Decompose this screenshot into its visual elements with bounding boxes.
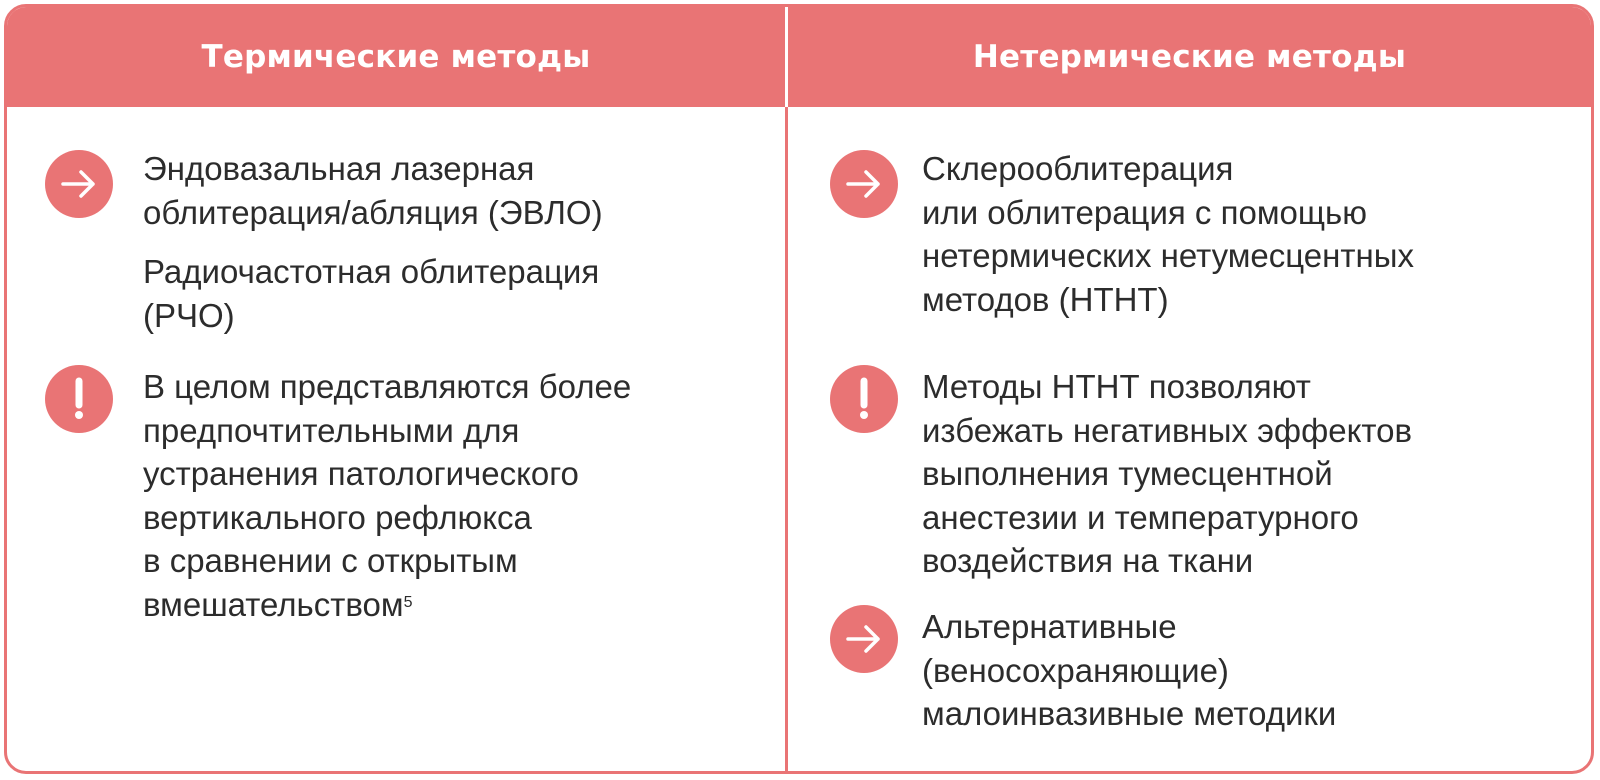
evlo-text: Эндовазальная лазерная облитерация/абляция (ЭВЛО) [143,150,603,231]
exclamation-icon [830,365,898,433]
thermal-advantage-text [143,365,631,626]
ntnt-advantage-text: Методы НТНТ позволяют избежать негативных эффектов выполнения тумесцентной анестезии и температурного воздействия на ткани [922,368,1413,579]
arrow-right-icon [830,150,898,218]
thermal-methods-header: Термические методы [7,7,785,107]
exclamation-icon [45,365,113,433]
rfa-text: Радиочастотная облитерация (РЧО) [143,253,600,334]
thermal-advantage-body: В целом представляются более предпочтительными для устранения патологического вертикального рефлюкса в сравнении с открытым вмешательством [143,368,632,623]
nonthermal-methods-column [788,7,1591,771]
comparison-table [4,4,1594,774]
arrow-right-icon [830,605,898,673]
arrow-right-icon [45,150,113,218]
alternative-methods-text: Альтернативные (веносохраняющие) малоинвазивные методики [922,608,1337,732]
nonthermal-methods-header: Нетермические методы [788,7,1591,107]
thermal-methods-column [7,7,785,771]
sclero-text: Склерооблитерация или облитерация с помощью нетермических нетумесцентных методов (НТНТ) [922,150,1414,318]
footnote-marker: 5 [403,593,413,611]
